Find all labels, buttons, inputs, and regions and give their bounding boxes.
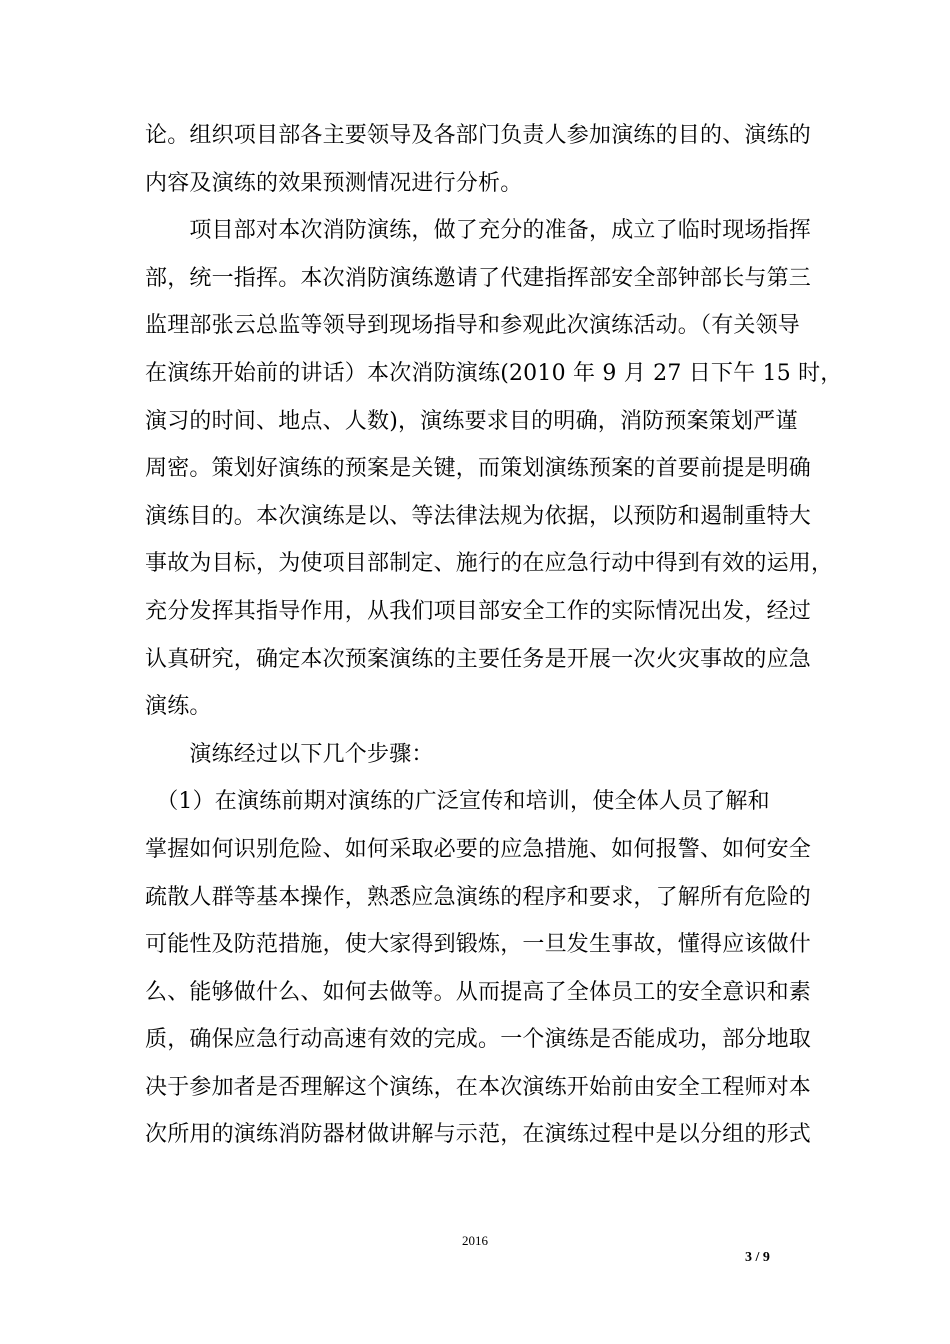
page-number: 3 / 9 (745, 1250, 770, 1265)
text-line: 么、能够做什么、如何去做等。从而提高了全体员工的安全意识和素 (145, 979, 812, 1005)
text-line: 项目部对本次消防演练，做了充分的准备，成立了临时现场指挥 (145, 218, 812, 244)
text-line: 可能性及防范措施，使大家得到锻炼，一旦发生事故，懂得应该做什 (145, 932, 812, 958)
text-line: 在演练开始前的讲话）本次消防演练(2010 年 9 月 27 日下午 15 时， (145, 360, 843, 386)
text-line: 论。组织项目部各主要领导及各部门负责人参加演练的目的、演练的 (145, 123, 812, 148)
text-line: 事故为目标，为使项目部制定、施行的在应急行动中得到有效的运用， (145, 551, 834, 577)
document-body (145, 112, 843, 1159)
text-line: 疏散人群等基本操作，熟悉应急演练的程序和要求，了解所有危险的 (145, 884, 812, 910)
text-line: （1）在演练前期对演练的广泛宣传和培训，使全体人员了解和 (145, 789, 770, 815)
text-line: 认真研究，确定本次预案演练的主要任务是开展一次火灾事故的应急 (145, 646, 812, 672)
text-line: 充分发挥其指导作用，从我们项目部安全工作的实际情况出发，经过 (145, 598, 812, 624)
text-line: 演练。 (145, 694, 212, 720)
text-line: 质，确保应急行动高速有效的完成。一个演练是否能成功，部分地取 (145, 1027, 812, 1053)
text-line: 决于参加者是否理解这个演练，在本次演练开始前由安全工程师对本 (145, 1074, 812, 1100)
text-line: 掌握如何识别危险、如何采取必要的应急措施、如何报警、如何安全 (145, 836, 812, 862)
text-line: 部，统一指挥。本次消防演练邀请了代建指挥部安全部钟部长与第三 (145, 265, 812, 291)
text-line: 演习的时间、地点、人数)，演练要求目的明确，消防预案策划严谨 (145, 408, 798, 434)
text-line: 周密。策划好演练的预案是关键，而策划演练预案的首要前提是明确 (145, 456, 812, 482)
text-line: 演练目的。本次演练是以、等法律法规为依据，以预防和遏制重特大 (145, 503, 812, 529)
text-line: 监理部张云总监等领导到现场指导和参观此次演练活动。（有关领导 (145, 313, 801, 339)
footer-year: 2016 (462, 1233, 488, 1248)
text-line: 演练经过以下几个步骤： (145, 741, 434, 767)
text-line: 次所用的演练消防器材做讲解与示范，在演练过程中是以分组的形式 (145, 1122, 812, 1148)
text-line: 内容及演练的效果预测情况进行分析。 (145, 170, 523, 196)
